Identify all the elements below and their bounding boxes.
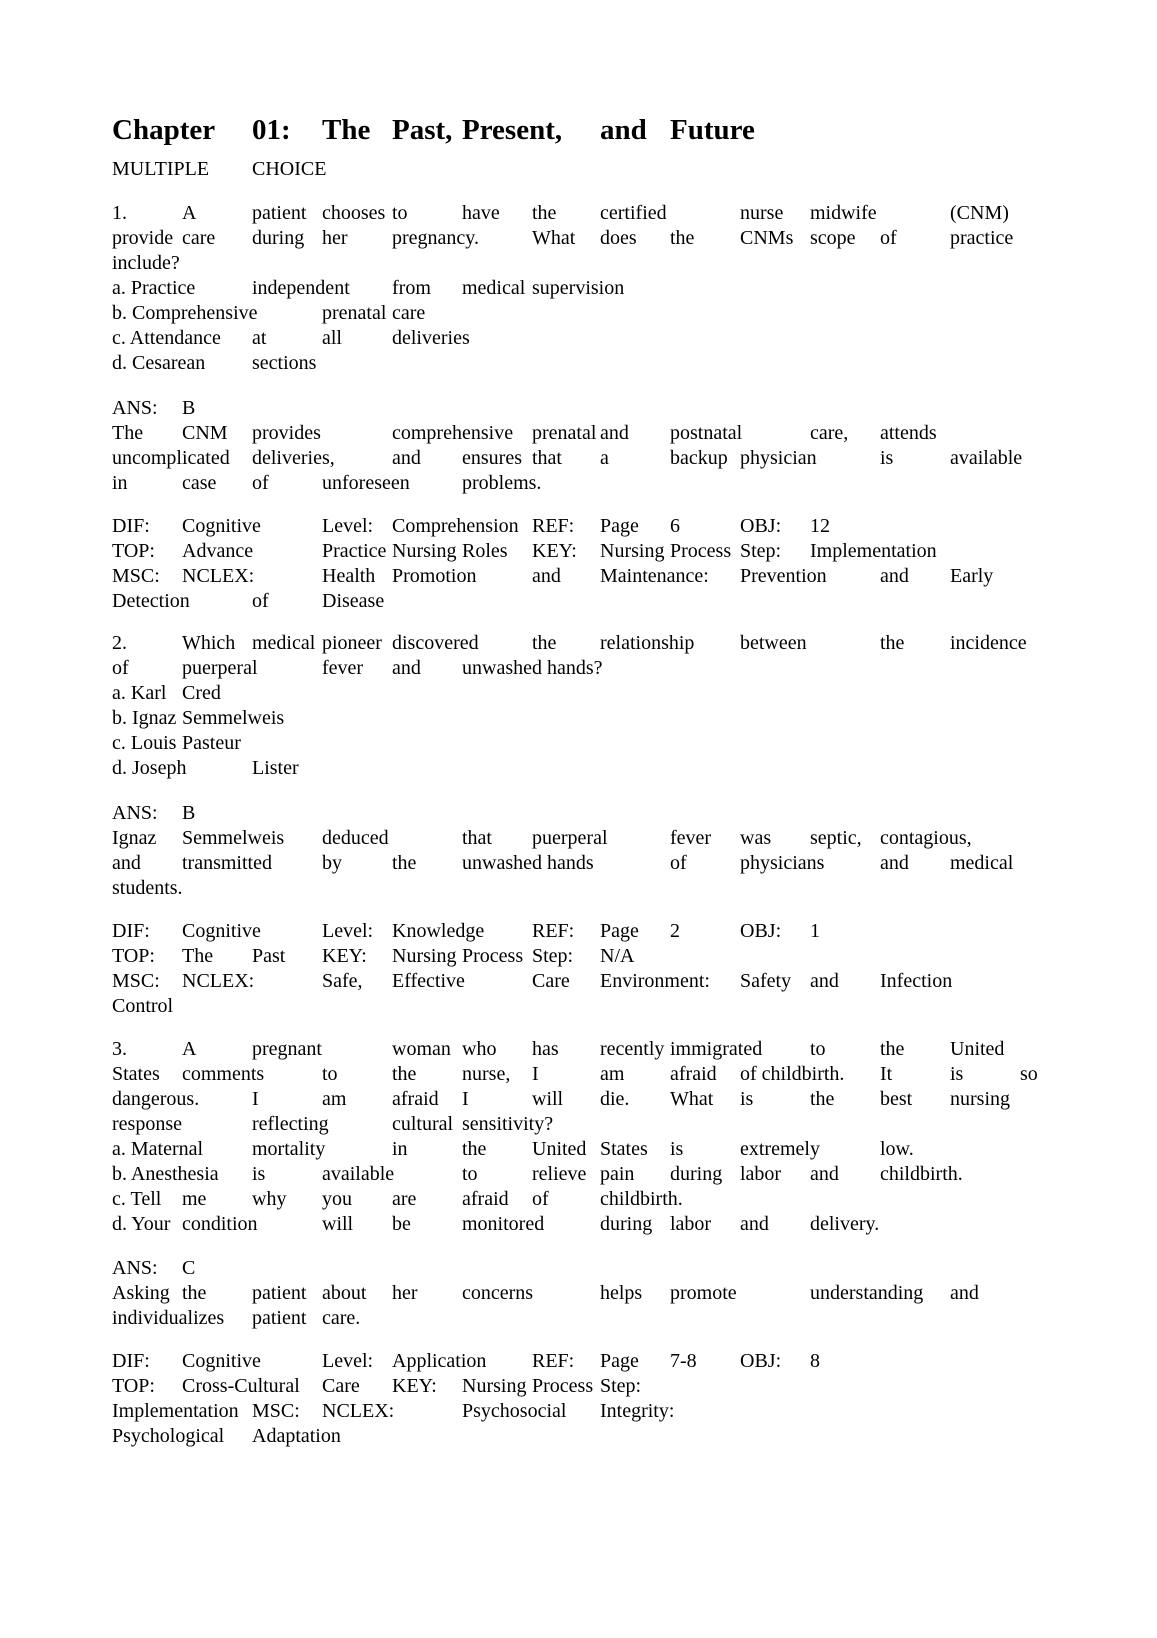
word: of <box>252 472 269 494</box>
word: Asking <box>112 1282 170 1304</box>
word: pain <box>600 1163 635 1185</box>
word: childbirth. <box>600 1188 683 1210</box>
word: United <box>532 1138 587 1160</box>
word: and <box>740 1213 769 1235</box>
word: Care <box>532 970 570 992</box>
word: a. Maternal <box>112 1138 204 1160</box>
word: independent <box>252 277 350 299</box>
word: 2 <box>670 920 680 942</box>
word: the <box>532 202 557 224</box>
word: who <box>462 1038 497 1060</box>
word: MSC: <box>112 565 160 587</box>
word: a. Practice <box>112 277 196 299</box>
word: d. Cesarean <box>112 352 206 374</box>
word: labor <box>670 1213 712 1235</box>
word: her <box>322 227 348 249</box>
word: discovered <box>392 632 479 654</box>
word: B <box>182 397 196 419</box>
word: Page <box>600 515 639 537</box>
word: Safety <box>740 970 792 992</box>
word: relieve <box>532 1163 587 1185</box>
word: Environment: <box>600 970 710 992</box>
word: Process <box>462 945 524 967</box>
word: midwife <box>810 202 877 224</box>
word: have <box>462 202 500 224</box>
word: woman <box>392 1038 451 1060</box>
word: unwashed hands <box>462 852 594 874</box>
word: What <box>670 1088 714 1110</box>
word: attends <box>880 422 937 444</box>
word: MSC: <box>112 970 160 992</box>
word: The <box>112 422 144 444</box>
word: pregnant <box>252 1038 322 1060</box>
word: low. <box>880 1138 914 1160</box>
word: Knowledge <box>392 920 485 942</box>
word: Past <box>252 945 286 967</box>
word: MSC: <box>252 1400 300 1422</box>
word: Which <box>182 632 236 654</box>
word: Implementation <box>112 1400 239 1422</box>
word: so <box>1020 1063 1038 1085</box>
word: immigrated <box>670 1038 763 1060</box>
word: Practice <box>322 540 387 562</box>
word: condition <box>182 1213 258 1235</box>
word: of <box>252 590 269 612</box>
word: am <box>322 1088 347 1110</box>
title-word: Chapter <box>112 114 216 146</box>
word: all <box>322 327 342 349</box>
word: is <box>670 1138 684 1160</box>
word: practice <box>950 227 1014 249</box>
word: of childbirth. <box>740 1063 845 1085</box>
word: Disease <box>322 590 385 612</box>
word: available <box>322 1163 395 1185</box>
word: Nursing <box>462 1375 527 1397</box>
word: why <box>252 1188 287 1210</box>
word: students. <box>112 877 183 899</box>
word: prenatal <box>532 422 597 444</box>
word: and <box>392 657 421 679</box>
word: A <box>182 1038 197 1060</box>
word: Cognitive <box>182 1350 261 1372</box>
word: Level: <box>322 1350 374 1372</box>
word: REF: <box>532 920 575 942</box>
word: and <box>112 852 141 874</box>
word: afraid <box>462 1188 509 1210</box>
word: reflecting <box>252 1113 329 1135</box>
word: KEY: <box>392 1375 437 1397</box>
word: include? <box>112 252 180 274</box>
word: and <box>810 1163 839 1185</box>
word: Nursing <box>392 945 457 967</box>
word: in <box>112 472 128 494</box>
word: United <box>950 1038 1005 1060</box>
word: KEY: <box>322 945 367 967</box>
word: 1 <box>810 920 820 942</box>
word: that <box>462 827 492 849</box>
word: you <box>322 1188 352 1210</box>
word: a. Karl <box>112 682 167 704</box>
word: contagious, <box>880 827 972 849</box>
word: postnatal <box>670 422 743 444</box>
word: case <box>182 472 217 494</box>
word: Implementation <box>810 540 937 562</box>
word: labor <box>740 1163 782 1185</box>
word: during <box>670 1163 723 1185</box>
word: of <box>112 657 129 679</box>
word: between <box>740 632 807 654</box>
word: Effective <box>392 970 465 992</box>
word: nurse <box>740 202 784 224</box>
word: of <box>880 227 897 249</box>
word: deliveries, <box>252 447 335 469</box>
word: nurse, <box>462 1063 511 1085</box>
word: d. Your <box>112 1213 171 1235</box>
word: Advance <box>182 540 254 562</box>
word: 7-8 <box>670 1350 697 1372</box>
word: about <box>322 1282 367 1304</box>
word: the <box>392 1063 417 1085</box>
word: TOP: <box>112 945 155 967</box>
word: Detection <box>112 590 190 612</box>
word: and <box>532 565 561 587</box>
word: REF: <box>532 515 575 537</box>
word: patient <box>252 1307 307 1329</box>
word: and <box>950 1282 979 1304</box>
word: certified <box>600 202 667 224</box>
word: Cred <box>182 682 221 704</box>
word: deduced <box>322 827 389 849</box>
word: b. Ignaz <box>112 707 177 729</box>
word: is <box>950 1063 964 1085</box>
word: is <box>252 1163 266 1185</box>
word: ANS: <box>112 397 158 419</box>
title-word: Present, <box>462 114 563 146</box>
word: Step: <box>600 1375 642 1397</box>
word: I <box>462 1088 469 1110</box>
word: and <box>600 422 629 444</box>
word: 1. <box>112 202 127 224</box>
word: B <box>182 802 196 824</box>
word: will <box>532 1088 564 1110</box>
word: be <box>392 1213 411 1235</box>
word: Care <box>322 1375 360 1397</box>
word: OBJ: <box>740 920 782 942</box>
word: c. Louis <box>112 732 177 754</box>
word: the <box>880 1038 905 1060</box>
word: helps <box>600 1282 643 1304</box>
word: 8 <box>810 1350 820 1372</box>
word: The <box>182 945 214 967</box>
word: sections <box>252 352 317 374</box>
word: CHOICE <box>252 158 327 180</box>
word: mortality <box>252 1138 326 1160</box>
word: that <box>532 447 562 469</box>
word: the <box>880 632 905 654</box>
word: Nursing <box>392 540 457 562</box>
word: physician <box>740 447 817 469</box>
word: to <box>322 1063 338 1085</box>
word: 6 <box>670 515 680 537</box>
word: NCLEX: <box>182 970 255 992</box>
title-word: Future <box>670 114 755 146</box>
word: b. Comprehensive <box>112 302 258 324</box>
word: individualizes <box>112 1307 225 1329</box>
word: during <box>600 1213 653 1235</box>
word: the <box>462 1138 487 1160</box>
word: understanding <box>810 1282 924 1304</box>
word: 3. <box>112 1038 127 1060</box>
word: puerperal <box>182 657 258 679</box>
word: has <box>532 1038 559 1060</box>
word: Page <box>600 920 639 942</box>
word: Ignaz <box>112 827 157 849</box>
word: (CNM) <box>950 202 1009 224</box>
word: is <box>740 1088 754 1110</box>
word: medical <box>462 277 526 299</box>
word: care, <box>810 422 849 444</box>
word: her <box>392 1282 418 1304</box>
word: KEY: <box>532 540 577 562</box>
word: TOP: <box>112 540 155 562</box>
word: to <box>392 202 408 224</box>
word: uncomplicated <box>112 447 230 469</box>
word: medical <box>950 852 1014 874</box>
word: A <box>182 202 197 224</box>
word: Process <box>532 1375 594 1397</box>
word: TOP: <box>112 1375 155 1397</box>
word: Psychosocial <box>462 1400 567 1422</box>
word: during <box>252 227 305 249</box>
title-word: The <box>322 114 371 146</box>
word: patient <box>252 1282 307 1304</box>
word: OBJ: <box>740 515 782 537</box>
word: was <box>740 827 772 849</box>
word: medical <box>252 632 316 654</box>
word: Level: <box>322 920 374 942</box>
word: and <box>810 970 839 992</box>
word: sensitivity? <box>462 1113 554 1135</box>
word: I <box>532 1063 539 1085</box>
word: 12 <box>810 515 830 537</box>
word: c. Tell <box>112 1188 162 1210</box>
word: relationship <box>600 632 695 654</box>
word: N/A <box>600 945 635 967</box>
word: c. Attendance <box>112 327 221 349</box>
word: OBJ: <box>740 1350 782 1372</box>
word: b. Anesthesia <box>112 1163 219 1185</box>
word: care <box>392 302 426 324</box>
word: chooses <box>322 202 386 224</box>
word: Level: <box>322 515 374 537</box>
word: Step: <box>740 540 782 562</box>
word: recently <box>600 1038 665 1060</box>
word: Health <box>322 565 376 587</box>
word: Safe, <box>322 970 363 992</box>
word: the <box>532 632 557 654</box>
word: by <box>322 852 342 874</box>
word: unwashed hands? <box>462 657 603 679</box>
word: DIF: <box>112 920 150 942</box>
word: concerns <box>462 1282 534 1304</box>
word: die. <box>600 1088 630 1110</box>
word: CNMs <box>740 227 794 249</box>
word: extremely <box>740 1138 820 1160</box>
word: Infection <box>880 970 953 992</box>
word: at <box>252 327 267 349</box>
word: Cross-Cultural <box>182 1375 300 1397</box>
word: Cognitive <box>182 515 261 537</box>
word: Psychological <box>112 1425 225 1447</box>
word: scope <box>810 227 856 249</box>
word: comprehensive <box>392 422 514 444</box>
word: comments <box>182 1063 265 1085</box>
word: puerperal <box>532 827 608 849</box>
word: the <box>182 1282 207 1304</box>
word: pioneer <box>322 632 382 654</box>
word: C <box>182 1257 196 1279</box>
word: and <box>392 447 421 469</box>
word: septic, <box>810 827 862 849</box>
word: NCLEX: <box>322 1400 395 1422</box>
word: does <box>600 227 637 249</box>
word: of <box>670 852 687 874</box>
word: NCLEX: <box>182 565 255 587</box>
word: It <box>880 1063 893 1085</box>
word: response <box>112 1113 182 1135</box>
word: the <box>810 1088 835 1110</box>
word: problems. <box>462 472 542 494</box>
word: nursing <box>950 1088 1010 1110</box>
word: States <box>600 1138 648 1160</box>
word: d. Joseph <box>112 757 187 779</box>
word: Semmelweis <box>182 827 285 849</box>
word: patient <box>252 202 307 224</box>
word: best <box>880 1088 913 1110</box>
word: Promotion <box>392 565 477 587</box>
word: afraid <box>670 1063 717 1085</box>
word: Maintenance: <box>600 565 709 587</box>
word: What <box>532 227 576 249</box>
word: Control <box>112 995 174 1017</box>
word: pregnancy. <box>392 227 479 249</box>
word: 2. <box>112 632 127 654</box>
word: and <box>880 565 909 587</box>
word: from <box>392 277 431 299</box>
word: States <box>112 1063 160 1085</box>
word: Cognitive <box>182 920 261 942</box>
word: ensures <box>462 447 522 469</box>
word: DIF: <box>112 1350 150 1372</box>
word: fever <box>670 827 712 849</box>
word: are <box>392 1188 417 1210</box>
word: Comprehension <box>392 515 519 537</box>
word: care <box>182 227 216 249</box>
word: ANS: <box>112 1257 158 1279</box>
word: transmitted <box>182 852 272 874</box>
word: childbirth. <box>880 1163 963 1185</box>
word: provide <box>112 227 174 249</box>
word: of <box>532 1188 549 1210</box>
word: ANS: <box>112 802 158 824</box>
word: am <box>600 1063 625 1085</box>
title-word: Past, <box>392 114 453 146</box>
word: DIF: <box>112 515 150 537</box>
word: Nursing <box>600 540 665 562</box>
word: Integrity: <box>600 1400 675 1422</box>
word: monitored <box>462 1213 545 1235</box>
word: afraid <box>392 1088 439 1110</box>
word: available <box>950 447 1023 469</box>
word: prenatal <box>322 302 387 324</box>
word: will <box>322 1213 354 1235</box>
word: CNM <box>182 422 228 444</box>
word: deliveries <box>392 327 470 349</box>
word: incidence <box>950 632 1027 654</box>
word: Prevention <box>740 565 827 587</box>
word: backup <box>670 447 728 469</box>
word: Lister <box>252 757 299 779</box>
word: Adaptation <box>252 1425 341 1447</box>
word: promote <box>670 1282 737 1304</box>
word: Step: <box>532 945 574 967</box>
word: is <box>880 447 894 469</box>
word: Semmelweis <box>182 707 285 729</box>
word: delivery. <box>810 1213 880 1235</box>
word: cultural <box>392 1113 454 1135</box>
word: the <box>670 227 695 249</box>
word: Page <box>600 1350 639 1372</box>
word: I <box>252 1088 259 1110</box>
title-word: and <box>600 114 647 146</box>
word: to <box>462 1163 478 1185</box>
word: in <box>392 1138 408 1160</box>
word: Early <box>950 565 994 587</box>
word: to <box>810 1038 826 1060</box>
word: a <box>600 447 609 469</box>
word: Process <box>670 540 732 562</box>
word: Pasteur <box>182 732 241 754</box>
word: dangerous. <box>112 1088 200 1110</box>
word: fever <box>322 657 364 679</box>
word: me <box>182 1188 207 1210</box>
word: MULTIPLE <box>112 158 210 180</box>
word: provides <box>252 422 321 444</box>
word: care. <box>322 1307 361 1329</box>
word: the <box>392 852 417 874</box>
word: unforeseen <box>322 472 410 494</box>
word: and <box>880 852 909 874</box>
word: Application <box>392 1350 487 1372</box>
title-word: 01: <box>252 114 291 146</box>
word: Roles <box>462 540 508 562</box>
word: supervision <box>532 277 625 299</box>
word: physicians <box>740 852 825 874</box>
word: REF: <box>532 1350 575 1372</box>
